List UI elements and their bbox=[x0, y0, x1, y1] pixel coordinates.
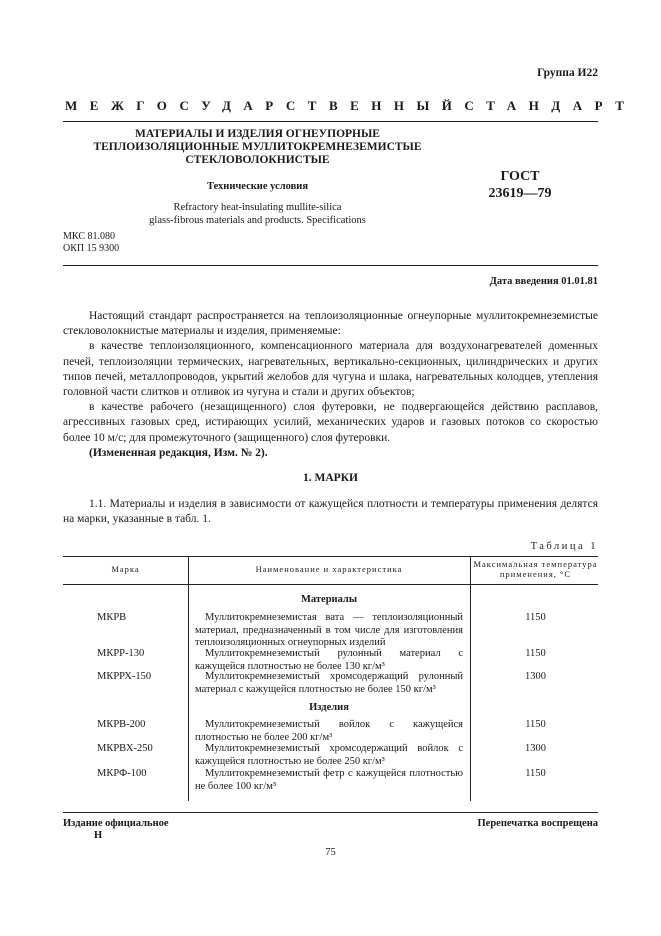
table-divider-2 bbox=[470, 556, 471, 801]
column-header-name: Наименование и характеристика bbox=[255, 564, 403, 574]
english-title bbox=[120, 201, 395, 227]
banner-word-interstate: МЕЖГОСУДАРСТВЕННЫЙ bbox=[65, 98, 465, 113]
table-row-mark: МКРВХ-250 bbox=[97, 743, 153, 754]
table-row-name: Муллитокремнеземистый рулонный материал с кажущейся плотностью не более 130 кг/м³ bbox=[195, 648, 463, 672]
table-top-rule bbox=[63, 556, 598, 557]
table-caption: Таблица 1 bbox=[530, 541, 598, 552]
group-materials: Материалы bbox=[300, 594, 358, 605]
table-row-temperature: 1150 bbox=[525, 719, 546, 730]
table-row-temperature: 1150 bbox=[525, 648, 546, 659]
body-text bbox=[63, 309, 598, 461]
table-row-name: Муллитокремнеземистый войлок с кажущейся плотностью не более 200 кг/м³ bbox=[195, 719, 463, 743]
paragraph-revision: (Измененная редакция, Изм. № 2). bbox=[89, 446, 268, 459]
page-number: 75 bbox=[325, 847, 336, 858]
table-row-temperature: 1150 bbox=[525, 612, 546, 623]
classification-codes bbox=[63, 231, 119, 254]
okp-code: ОКП 15 9300 bbox=[63, 242, 120, 254]
table-row-mark: МКРВ-200 bbox=[97, 719, 146, 730]
document-title bbox=[85, 128, 430, 167]
banner-word-standard: СТАНДАРТ bbox=[464, 98, 637, 113]
table-row-name: Муллитокремнеземистый хромсодержащий войлок с кажущейся плотностью не более 250 кг/м³ bbox=[195, 743, 463, 767]
english-title-line-1: Refractory heat-insulating mullite-silica bbox=[173, 202, 342, 213]
table-row-name: Муллитокремнеземистый фетр с кажущейся плотностью не более 100 кг/м³ bbox=[195, 768, 463, 792]
table-row-name: Муллитокремнеземистый хромсодержащий рулонный материал с кажущейся плотностью не более 150 кг/м³ bbox=[195, 671, 463, 695]
column-header-temperature: Максимальная температура применения, °С bbox=[473, 559, 598, 579]
group-code: Группа И22 bbox=[537, 67, 598, 79]
paragraph-scope: Настоящий стандарт распространяется на теплоизоляционные огнеупорные муллитокремнеземистые стекловолокнистые материалы и изделия, применяемые: bbox=[63, 310, 598, 338]
table-row-temperature: 1150 bbox=[525, 768, 546, 779]
footer-rule bbox=[63, 812, 598, 813]
table-row-mark: МКРВ bbox=[97, 612, 127, 623]
table-row-mark: МКРФ-100 bbox=[97, 768, 147, 779]
gost-designation bbox=[480, 168, 560, 202]
section-heading: 1. МАРКИ bbox=[303, 472, 358, 484]
clause-1-1-text: 1.1. Материалы и изделия в зависимости от кажущейся плотности и температуры применения делятся на марки, указанные в табл. 1. bbox=[63, 498, 598, 526]
table-divider-1 bbox=[188, 556, 189, 801]
table-header-rule bbox=[63, 584, 598, 585]
gost-label: ГОСТ bbox=[500, 169, 540, 184]
table-row-mark: МКРРХ-150 bbox=[97, 671, 152, 682]
table-row-name: Муллитокремнеземистая вата — теплоизоляционный материал, предназначенный в том числе для изготовления теплоизоляционных огнеупорных изделий bbox=[195, 612, 463, 648]
intro-date: Дата введения 01.01.81 bbox=[489, 276, 598, 287]
gost-number: 23619—79 bbox=[488, 186, 552, 201]
document-subtitle: Технические условия bbox=[206, 181, 309, 192]
title-line-3: СТЕКЛОВОЛОКНИСТЫЕ bbox=[185, 154, 330, 166]
official-edition: Издание официальное bbox=[63, 818, 169, 829]
edition-letter: Н bbox=[94, 830, 103, 841]
table-row-temperature: 1300 bbox=[525, 671, 546, 682]
title-rule bbox=[63, 265, 598, 266]
paragraph-lining-use: в качестве рабочего (незащищенного) слоя футеровки, не подвергающейся действию расплавов, агрессивных газовых сред, истирающих усилий, механических ударов и газовых потоков со скоростью более 10 м/с; для промежуточного (защищенного) слоя футеровки. bbox=[63, 401, 598, 444]
reprint-prohibited: Перепечатка воспрещена bbox=[477, 818, 598, 829]
mks-code: МКС 81.080 bbox=[63, 231, 115, 242]
paragraph-insulation-use: в качестве теплоизоляционного, компенсационного материала для воздухонагревателей доменных печей, теплоизоляции термических, нагревательных, вертикально-секционных, цилиндрических и других типов печей, металлопроводов, укрытий желобов для чугуна и шлака, нагревательных колодцев, утепления головной части слитков и отливок из чугуна и стали и других объектов; bbox=[63, 340, 598, 399]
table-row-mark: МКРР-130 bbox=[97, 648, 145, 659]
header-rule bbox=[63, 121, 598, 122]
clause-1-1 bbox=[63, 497, 598, 527]
title-line-1: МАТЕРИАЛЫ И ИЗДЕЛИЯ ОГНЕУПОРНЫЕ bbox=[135, 128, 380, 140]
english-title-line-2: glass-fibrous materials and products. Specifications bbox=[149, 215, 366, 226]
column-header-mark: Марка bbox=[111, 564, 140, 574]
standard-banner bbox=[65, 98, 637, 114]
title-line-2: ТЕПЛОИЗОЛЯЦИОННЫЕ МУЛЛИТОКРЕМНЕЗЕМИСТЫЕ bbox=[93, 141, 422, 153]
group-products: Изделия bbox=[309, 702, 349, 713]
table-row-temperature: 1300 bbox=[525, 743, 546, 754]
